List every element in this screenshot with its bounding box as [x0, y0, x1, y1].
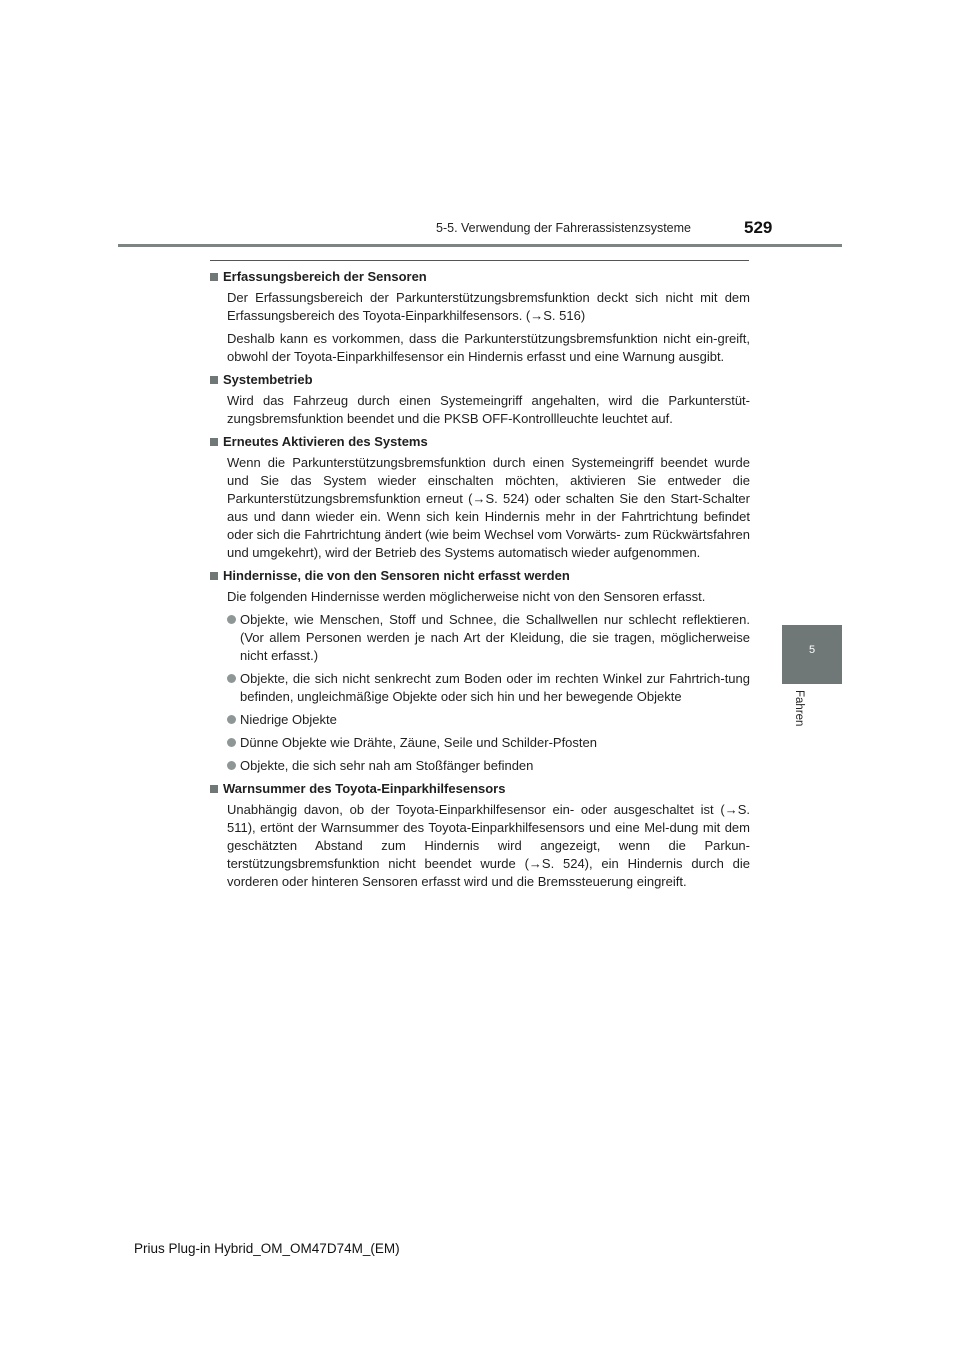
section-heading-text: Hindernisse, die von den Sensoren nicht erfasst werden	[223, 568, 570, 583]
section-warning-buzzer	[210, 780, 750, 891]
section-heading-text: Warnsummer des Toyota-Einparkhilfesensors	[223, 781, 506, 796]
paragraph: Die folgenden Hindernisse werden möglicherweise nicht von den Sensoren erfasst.	[227, 589, 706, 604]
square-bullet-icon	[210, 273, 218, 281]
chapter-tab-label: Fahren	[793, 690, 805, 727]
square-bullet-icon	[210, 785, 218, 793]
section-reactivation	[210, 433, 750, 562]
section-heading-text: Systembetrieb	[223, 372, 313, 387]
square-bullet-icon	[210, 376, 218, 384]
square-bullet-icon	[210, 438, 218, 446]
circle-bullet-icon	[227, 761, 236, 770]
section-heading	[210, 268, 750, 286]
page-number: 529	[744, 218, 773, 237]
paragraph: Der Erfassungsbereich der Parkunterstützungsbremsfunktion deckt sich nicht mit dem Erfassungsbereich des Toyota-Einparkhilfesensors. (→S. 516)	[227, 290, 750, 323]
list-item	[227, 757, 750, 775]
chapter-tab	[782, 625, 842, 684]
page-footer: Prius Plug-in Hybrid_OM_OM47D74M_(EM)	[134, 1241, 400, 1256]
section-heading-text: Erneutes Aktivieren des Systems	[223, 434, 428, 449]
section-heading	[210, 567, 750, 585]
paragraph: Wird das Fahrzeug durch einen Systemeingriff angehalten, wird die Parkunterstüt-zungsbremsfunktion beendet und die PKSB OFF-Kontrollleuchte leuchtet auf.	[227, 393, 750, 426]
section-heading	[210, 780, 750, 798]
section-heading-text: Erfassungsbereich der Sensoren	[223, 269, 427, 284]
header-divider	[118, 244, 842, 247]
main-content	[210, 268, 750, 896]
paragraph: Wenn die Parkunterstützungsbremsfunktion durch einen Systemeingriff beendet wurde und Sie das System wieder einschalten möchten, aktivieren Sie entweder die Parkunterstützungsbremsfunktion erneut (→S. 524) oder schalten Sie den Start-Schalter aus und dann wieder ein. Wenn sich kein Hindernis mehr in der Fahrtrichtung befindet oder sich die Fahrtrichtung ändert (wie beim Wechsel vom Vorwärts- zum Rückwärtsfahren und umgekehrt), wird der Betrieb des Systems automatisch wieder aufgenommen.	[227, 455, 750, 560]
chapter-tab-number: 5	[808, 644, 816, 656]
section-heading	[210, 433, 750, 451]
circle-bullet-icon	[227, 615, 236, 624]
section-sensor-range	[210, 268, 750, 366]
section-undetected-obstacles	[210, 567, 750, 775]
section-heading	[210, 371, 750, 389]
paragraph: Unabhängig davon, ob der Toyota-Einparkhilfesensor ein- oder ausgeschaltet ist (→S. 511), ertönt der Warnsummer des Toyota-Einparkhilfesensors und eine Mel-dung mit dem geschätzten Abstand zum Hindernis wird angezeigt, wenn die Parkun-terstützungsbremsfunktion nicht beendet wurde (→S. 524), ein Hindernis durch die vorderen oder hinteren Sensoren erfasst wird und die Bremssteuerung eingreift.	[227, 802, 750, 889]
list-item	[227, 734, 750, 752]
square-bullet-icon	[210, 572, 218, 580]
circle-bullet-icon	[227, 715, 236, 724]
list-item	[227, 711, 750, 729]
circle-bullet-icon	[227, 674, 236, 683]
list-item-text: Objekte, die sich nicht senkrecht zum Boden oder im rechten Winkel zur Fahrtrich-tung befinden, ungleichmäßige Objekte oder sich hin und her bewegende Objekte	[240, 671, 750, 704]
list-item-text: Dünne Objekte wie Drähte, Zäune, Seile und Schilder-Pfosten	[240, 735, 597, 750]
list-item	[227, 670, 750, 706]
list-item-text: Niedrige Objekte	[240, 712, 337, 727]
page-header-section: 5-5. Verwendung der Fahrerassistenzsysteme	[436, 221, 691, 235]
paragraph: Deshalb kann es vorkommen, dass die Parkunterstützungsbremsfunktion nicht ein-greift, obwohl der Toyota-Einparkhilfesensor ein Hindernis erfasst und eine Warnung ausgibt.	[227, 331, 750, 364]
list-item-text: Objekte, wie Menschen, Stoff und Schnee, die Schallwellen nur schlecht reflektieren. (Vor allem Personen werden je nach Art der Kleidung, die sie tragen, möglicherweise nicht erfasst.)	[240, 612, 750, 663]
section-system-operation	[210, 371, 750, 428]
list-item-text: Objekte, die sich sehr nah am Stoßfänger befinden	[240, 758, 534, 773]
content-divider	[210, 260, 749, 261]
circle-bullet-icon	[227, 738, 236, 747]
list-item	[227, 611, 750, 665]
